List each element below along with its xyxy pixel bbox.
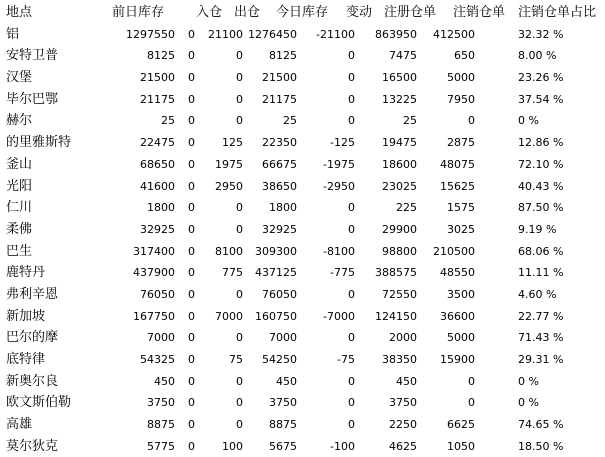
registered-warrants-cell: 16500 [382,71,417,85]
table-header [0,2,605,24]
change-cell: 0 [348,396,355,410]
today-stock-cell: 3750 [269,396,297,410]
change-cell: 0 [348,287,355,301]
cancelled-warrants-cell: 7950 [447,92,475,106]
cancelled-ratio-cell: 4.60 % [518,287,557,301]
change-cell: 0 [348,331,355,345]
previous-stock-cell: 450 [154,374,175,388]
today-stock-cell: 32925 [262,222,297,236]
inflow-cell: 0 [188,418,195,432]
header-change: 变动 [346,5,373,20]
previous-stock-cell: 8125 [147,49,175,63]
registered-warrants-cell: 450 [396,374,417,388]
location-cell: 弗利辛恩 [6,286,59,302]
location-cell: 仁川 [6,200,33,216]
cancelled-ratio-cell: 72.10 % [518,157,564,171]
previous-stock-cell: 437900 [133,266,175,280]
outflow-cell: 0 [236,287,243,301]
cancelled-ratio-cell: 37.54 % [518,92,564,106]
inflow-cell: 0 [188,222,195,236]
inflow-cell: 0 [188,49,195,63]
header-registered-warrants: 注册仓单 [384,5,437,20]
location-cell: 汉堡 [6,70,33,86]
inventory-table [0,2,605,457]
cancelled-warrants-cell: 48550 [440,266,475,280]
location-cell: 铝 [6,26,20,42]
outflow-cell: 2950 [215,179,243,193]
table-row [0,219,605,241]
change-cell: -100 [330,439,355,453]
cancelled-warrants-cell: 48075 [440,157,475,171]
outflow-cell: 775 [222,266,243,280]
today-stock-cell: 25 [283,114,297,128]
outflow-cell: 0 [236,396,243,410]
outflow-cell: 100 [222,439,243,453]
cancelled-warrants-cell: 3500 [447,287,475,301]
registered-warrants-cell: 98800 [382,244,417,258]
cancelled-ratio-cell: 32.32 % [518,27,564,41]
change-cell: 0 [348,374,355,388]
inflow-cell: 0 [188,287,195,301]
table-row [0,67,605,89]
cancelled-warrants-cell: 0 [468,396,475,410]
cancelled-ratio-cell: 22.77 % [518,309,564,323]
change-cell: 0 [348,418,355,432]
inflow-cell: 0 [188,92,195,106]
table-row [0,241,605,263]
location-cell: 安特卫普 [6,48,59,64]
location-cell: 毕尔巴鄂 [6,91,59,107]
previous-stock-cell: 68650 [140,157,175,171]
inflow-cell: 0 [188,71,195,85]
table-row [0,371,605,393]
today-stock-cell: 8125 [269,49,297,63]
location-cell: 光阳 [6,178,33,194]
registered-warrants-cell: 72550 [382,287,417,301]
cancelled-warrants-cell: 5000 [447,331,475,345]
cancelled-warrants-cell: 1575 [447,201,475,215]
inflow-cell: 0 [188,27,195,41]
cancelled-ratio-cell: 74.65 % [518,418,564,432]
today-stock-cell: 66675 [262,157,297,171]
change-cell: 0 [348,222,355,236]
change-cell: -1975 [323,157,355,171]
cancelled-warrants-cell: 5000 [447,71,475,85]
cancelled-ratio-cell: 9.19 % [518,222,557,236]
cancelled-warrants-cell: 0 [468,374,475,388]
table-row [0,176,605,198]
cancelled-ratio-cell: 12.86 % [518,136,564,150]
table-row [0,414,605,436]
registered-warrants-cell: 863950 [375,27,417,41]
today-stock-cell: 7000 [269,331,297,345]
table-row [0,132,605,154]
registered-warrants-cell: 4625 [389,439,417,453]
table-row [0,197,605,219]
cancelled-ratio-cell: 18.50 % [518,439,564,453]
previous-stock-cell: 25 [161,114,175,128]
registered-warrants-cell: 3750 [389,396,417,410]
change-cell: -21100 [316,27,355,41]
cancelled-warrants-cell: 3025 [447,222,475,236]
inflow-cell: 0 [188,439,195,453]
table-row [0,154,605,176]
today-stock-cell: 21175 [262,92,297,106]
today-stock-cell: 309300 [255,244,297,258]
location-cell: 高雄 [6,417,33,433]
cancelled-ratio-cell: 0 % [518,374,539,388]
registered-warrants-cell: 225 [396,201,417,215]
location-cell: 底特律 [6,352,46,367]
inflow-cell: 0 [188,157,195,171]
today-stock-cell: 21500 [262,71,297,85]
change-cell: 0 [348,114,355,128]
previous-stock-cell: 7000 [147,331,175,345]
inflow-cell: 0 [188,179,195,193]
outflow-cell: 1975 [215,157,243,171]
cancelled-ratio-cell: 29.31 % [518,353,564,366]
header-cancelled-warrants: 注销仓单 [453,5,506,20]
registered-warrants-cell: 2250 [389,418,417,432]
today-stock-cell: 450 [276,374,297,388]
location-cell: 新加坡 [6,308,46,324]
previous-stock-cell: 41600 [140,179,175,193]
previous-stock-cell: 76050 [140,287,175,301]
outflow-cell: 21100 [208,27,243,41]
change-cell: -8100 [323,244,355,258]
location-cell: 鹿特丹 [6,265,46,281]
inflow-cell: 0 [188,309,195,323]
table-row [0,24,605,46]
previous-stock-cell: 54325 [140,353,175,366]
registered-warrants-cell: 25 [403,114,417,128]
cancelled-warrants-cell: 15625 [440,179,475,193]
change-cell: 0 [348,49,355,63]
outflow-cell: 125 [222,136,243,150]
cancelled-ratio-cell: 11.11 % [518,266,564,280]
today-stock-cell: 38650 [262,179,297,193]
inflow-cell: 0 [188,396,195,410]
cancelled-warrants-cell: 36600 [440,309,475,323]
cancelled-warrants-cell: 210500 [433,244,475,258]
cancelled-warrants-cell: 15900 [440,353,475,366]
cancelled-warrants-cell: 1050 [447,439,475,453]
cancelled-warrants-cell: 6625 [447,418,475,432]
change-cell: -7000 [323,309,355,323]
outflow-cell: 7000 [215,309,243,323]
today-stock-cell: 5675 [269,439,297,453]
table-row [0,306,605,328]
cancelled-ratio-cell: 68.06 % [518,244,564,258]
location-cell: 釜山 [6,156,33,172]
previous-stock-cell: 3750 [147,396,175,410]
registered-warrants-cell: 13225 [382,92,417,106]
registered-warrants-cell: 19475 [382,136,417,150]
inflow-cell: 0 [188,136,195,150]
header-previous-stock: 前日库存 [112,5,165,20]
outflow-cell: 0 [236,418,243,432]
header-outflow: 出仓 [234,5,261,20]
previous-stock-cell: 22475 [140,136,175,150]
today-stock-cell: 437125 [255,266,297,280]
inflow-cell: 0 [188,331,195,345]
outflow-cell: 0 [236,201,243,215]
previous-stock-cell: 8875 [147,418,175,432]
location-cell: 巴尔的摩 [6,330,59,346]
change-cell: -125 [330,136,355,150]
outflow-cell: 0 [236,49,243,63]
outflow-cell: 0 [236,331,243,345]
cancelled-ratio-cell: 40.43 % [518,179,564,193]
registered-warrants-cell: 2000 [389,331,417,345]
registered-warrants-cell: 23025 [382,179,417,193]
previous-stock-cell: 1297550 [126,27,175,41]
inflow-cell: 0 [188,114,195,128]
cancelled-ratio-cell: 87.50 % [518,201,564,215]
registered-warrants-cell: 388575 [375,266,417,280]
location-cell: 莫尔狄克 [6,438,59,454]
previous-stock-cell: 32925 [140,222,175,236]
table-row [0,89,605,111]
previous-stock-cell: 167750 [133,309,175,323]
outflow-cell: 0 [236,92,243,106]
today-stock-cell: 54250 [262,353,297,366]
header-today-stock: 今日库存 [276,5,329,20]
inflow-cell: 0 [188,374,195,388]
location-cell: 赫尔 [6,113,33,129]
inflow-cell: 0 [188,353,195,366]
registered-warrants-cell: 38350 [382,353,417,366]
change-cell: -75 [337,353,355,366]
change-cell: 0 [348,201,355,215]
table-row [0,45,605,67]
today-stock-cell: 22350 [262,136,297,150]
outflow-cell: 75 [229,353,243,366]
outflow-cell: 0 [236,114,243,128]
change-cell: -775 [330,266,355,280]
outflow-cell: 0 [236,222,243,236]
header-cancelled-ratio: 注销仓单占比 [518,5,597,20]
previous-stock-cell: 21175 [140,92,175,106]
cancelled-warrants-cell: 650 [454,49,475,63]
table-row [0,327,605,349]
today-stock-cell: 160750 [255,309,297,323]
location-cell: 欧文斯伯勒 [6,395,72,411]
header-inflow: 入仓 [196,5,223,20]
cancelled-warrants-cell: 0 [468,114,475,128]
cancelled-ratio-cell: 0 % [518,114,539,128]
cancelled-warrants-cell: 2875 [447,136,475,150]
previous-stock-cell: 317400 [133,244,175,258]
inflow-cell: 0 [188,244,195,258]
inflow-cell: 0 [188,266,195,280]
location-cell: 新奥尔良 [6,373,59,389]
registered-warrants-cell: 29900 [382,222,417,236]
cancelled-ratio-cell: 23.26 % [518,71,564,85]
header-location: 地点 [6,5,33,20]
inflow-cell: 0 [188,201,195,215]
cancelled-warrants-cell: 412500 [433,27,475,41]
table-row [0,392,605,414]
change-cell: -2950 [323,179,355,193]
previous-stock-cell: 21500 [140,71,175,85]
outflow-cell: 0 [236,374,243,388]
change-cell: 0 [348,92,355,106]
today-stock-cell: 1800 [269,201,297,215]
previous-stock-cell: 5775 [147,439,175,453]
cancelled-ratio-cell: 8.00 % [518,49,557,63]
cancelled-ratio-cell: 0 % [518,396,539,410]
table-row [0,284,605,306]
table-row [0,262,605,284]
location-cell: 巴生 [6,243,33,259]
registered-warrants-cell: 7475 [389,49,417,63]
location-cell: 的里雅斯特 [6,135,72,151]
today-stock-cell: 8875 [269,418,297,432]
table-row [0,110,605,132]
today-stock-cell: 76050 [262,287,297,301]
change-cell: 0 [348,71,355,85]
registered-warrants-cell: 124150 [375,309,417,323]
table-body [0,24,605,457]
table-row [0,349,605,371]
outflow-cell: 8100 [215,244,243,258]
registered-warrants-cell: 18600 [382,157,417,171]
today-stock-cell: 1276450 [248,27,297,41]
location-cell: 柔佛 [6,221,33,237]
table-row [0,436,605,457]
outflow-cell: 0 [236,71,243,85]
cancelled-ratio-cell: 71.43 % [518,331,564,345]
previous-stock-cell: 1800 [147,201,175,215]
